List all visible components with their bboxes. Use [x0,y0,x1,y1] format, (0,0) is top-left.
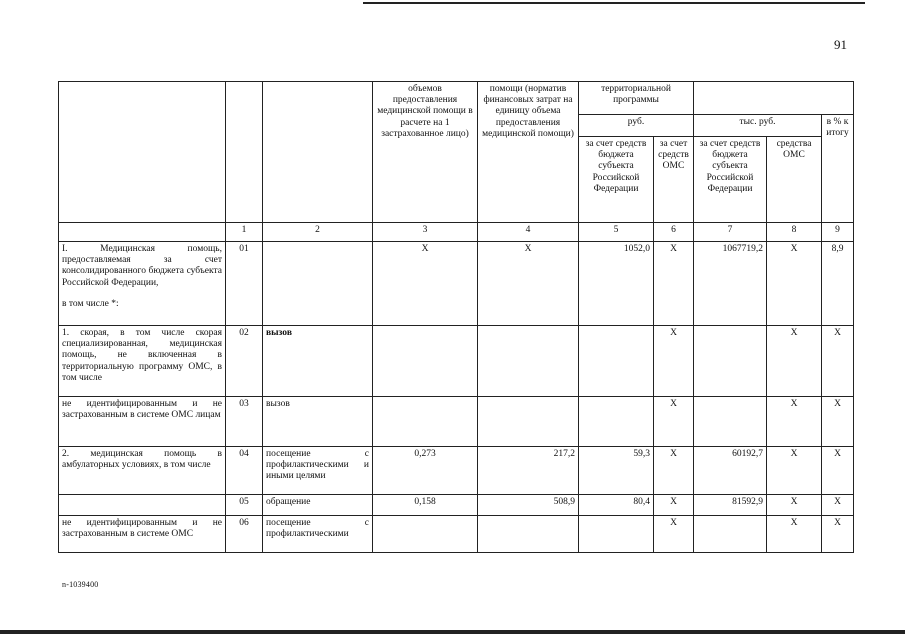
row-col-6: X [654,326,694,397]
row-name-text: I. Медицинская помощь, предоставляемая за счет консолидированного бюджета субъекта Российской Федерации, [62,244,222,288]
row-col-3 [373,397,478,447]
row-unit: посещение с профилактическими [263,516,373,553]
row-code: 04 [226,447,263,495]
row-unit: обращение [263,495,373,516]
header-col-3: объемов предоставления медицинской помощи в расчете на 1 застрахованное лицо) [373,82,478,223]
row-col-6: X [654,495,694,516]
row-col-4: X [478,242,579,326]
row-col-5 [579,397,654,447]
row-col-9: X [822,397,854,447]
header-rub: руб. [579,115,694,137]
row-col-9: X [822,326,854,397]
header-budget-thous: за счет средств бюджета субъекта Российской Федерации [694,137,767,223]
row-col-4 [478,516,579,553]
row-col-3 [373,326,478,397]
row-col-6: X [654,516,694,553]
document-id: n-1039400 [62,580,99,589]
row-col-5 [579,516,654,553]
row-col-3: 0,273 [373,447,478,495]
header-oms-thous: средства ОМС [767,137,822,223]
column-number: 2 [263,223,373,242]
table-row [59,397,854,447]
header-budget-rub: за счет средств бюджета субъекта Российской Федерации [579,137,654,223]
row-col-9: X [822,516,854,553]
row-col-3 [373,516,478,553]
header-row-1 [59,82,854,115]
row-col-4: 508,9 [478,495,579,516]
column-number: 7 [694,223,767,242]
header-oms-rub: за счет средств ОМС [654,137,694,223]
row-col-8: X [767,397,822,447]
row-name: 1. скорая, в том числе скорая специализированная, медицинская помощь, не включенная в территориальную программу ОМС, в том числе [59,326,226,397]
row-col-8: X [767,447,822,495]
row-code: 01 [226,242,263,326]
header-col-1 [59,82,226,223]
scan-line-top [363,2,865,4]
table-row [59,447,854,495]
row-col-6: X [654,242,694,326]
row-col-8: X [767,242,822,326]
scan-line-bottom [0,630,905,634]
column-number: 4 [478,223,579,242]
column-number: 5 [579,223,654,242]
row-col-4: 217,2 [478,447,579,495]
row-col-7 [694,326,767,397]
row-col-5 [579,326,654,397]
row-unit: вызов [263,326,373,397]
row-col-7: 60192,7 [694,447,767,495]
row-col-4 [478,326,579,397]
row-name: не идентифицированным и не застрахованным в системе ОМС лицам [59,397,226,447]
header-col-unit [263,82,373,223]
table-row [59,326,854,397]
row-col-8: X [767,326,822,397]
column-number: 9 [822,223,854,242]
row-code: 03 [226,397,263,447]
column-number: 1 [226,223,263,242]
row-name: 2. медицинская помощь в амбулаторных условиях, в том числе [59,447,226,495]
header-col-4: помощи (норматив финансовых затрат на единицу объема предоставления медицинской помощи) [478,82,579,223]
row-unit [263,242,373,326]
row-col-3: X [373,242,478,326]
row-col-5: 1052,0 [579,242,654,326]
row-col-9: X [822,495,854,516]
row-col-7: 1067719,2 [694,242,767,326]
row-col-6: X [654,397,694,447]
row-code: 06 [226,516,263,553]
row-col-6: X [654,447,694,495]
row-col-7 [694,516,767,553]
financing-table [58,81,854,553]
column-number-blank [59,223,226,242]
row-col-9: X [822,447,854,495]
row-code: 05 [226,495,263,516]
column-number: 6 [654,223,694,242]
column-number: 3 [373,223,478,242]
row-col-8: X [767,495,822,516]
page-number: 91 [834,37,847,52]
header-blank [694,82,854,115]
header-col-2 [226,82,263,223]
row-unit: вызов [263,397,373,447]
row-col-8: X [767,516,822,553]
column-number-row [59,223,854,242]
table-row [59,495,854,516]
row-col-7: 81592,9 [694,495,767,516]
column-number: 8 [767,223,822,242]
header-pct-total: в % к итогу [822,115,854,223]
table-row [59,516,854,553]
header-territorial: территориальной программы [579,82,694,115]
row-col-4 [478,397,579,447]
row-col-5: 80,4 [579,495,654,516]
row-col-5: 59,3 [579,447,654,495]
row-col-3: 0,158 [373,495,478,516]
row-col-9: 8,9 [822,242,854,326]
row-name-extra: в том числе *: [62,298,119,309]
row-name: не идентифицированным и не застрахованным в системе ОМС [59,516,226,553]
table-row [59,242,854,326]
header-thous-rub: тыс. руб. [694,115,822,137]
row-name [59,242,226,326]
row-code: 02 [226,326,263,397]
row-col-7 [694,397,767,447]
row-name [59,495,226,516]
row-unit: посещение с профилактическими и иными целями [263,447,373,495]
